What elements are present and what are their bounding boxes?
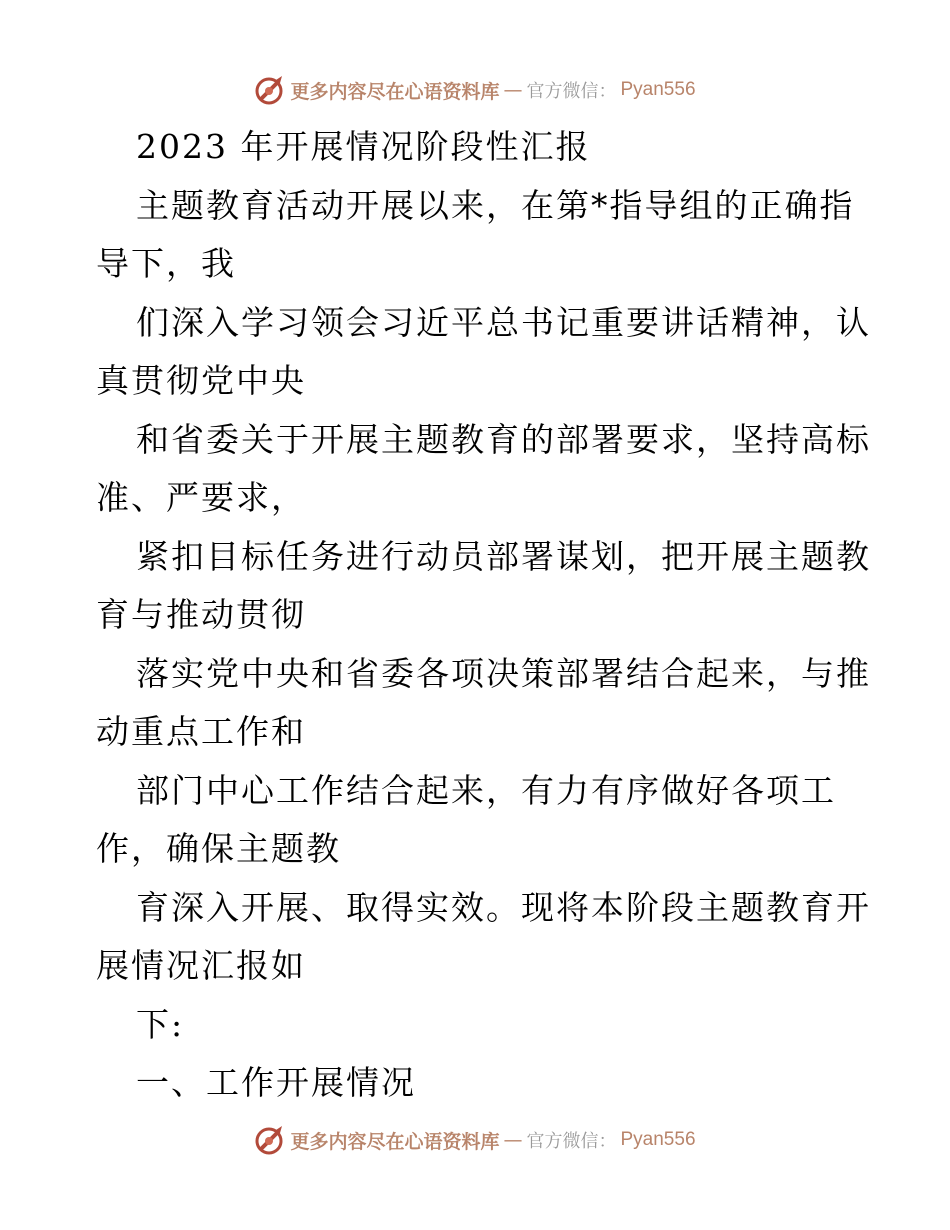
document-line: 落实党中央和省委各项决策部署结合起来，与推 xyxy=(136,653,871,693)
document-line: 们深入学习领会习近平总书记重要讲话精神，认 xyxy=(136,302,871,342)
document-line: 动重点工作和 xyxy=(96,712,306,751)
document-line: 紧扣目标任务进行动员部署谋划，把开展主题教 xyxy=(136,536,871,576)
header-watermark xyxy=(0,70,950,110)
footer-watermark xyxy=(0,1120,950,1160)
document-body xyxy=(96,118,871,1113)
watermark-wechat-id: Pyan556 xyxy=(620,79,696,100)
watermark-dash: — xyxy=(503,79,523,101)
watermark-content xyxy=(254,1124,695,1156)
document-line: 真贯彻党中央 xyxy=(96,361,306,400)
document-line: 和省委关于开展主题教育的部署要求，坚持高标 xyxy=(136,419,871,459)
brush-seal-icon xyxy=(254,74,286,106)
watermark-brand-text: 更多内容尽在心语资料库 xyxy=(290,1130,500,1153)
document-line: 准、严要求， xyxy=(96,478,306,517)
document-line: 2023 年开展情况阶段性汇报 xyxy=(136,127,591,166)
document-line: 导下，我 xyxy=(96,244,236,283)
document-line: 育与推动贯彻 xyxy=(96,595,306,634)
watermark-content xyxy=(254,74,695,106)
document-line: 部门中心工作结合起来，有力有序做好各项工 xyxy=(136,770,836,810)
document-line: 主题教育活动开展以来，在第*指导组的正确指 xyxy=(136,185,855,225)
watermark-wechat-id: Pyan556 xyxy=(620,1129,696,1150)
watermark-sub-text: 官方微信： xyxy=(526,1131,617,1152)
watermark-dash: — xyxy=(503,1129,523,1151)
document-line: 一、工作开展情况 xyxy=(136,1063,416,1102)
document-line: 育深入开展、取得实效。现将本阶段主题教育开 xyxy=(136,887,871,927)
brush-seal-icon xyxy=(254,1124,286,1156)
watermark-brand-text: 更多内容尽在心语资料库 xyxy=(290,80,500,103)
document-line: 作，确保主题教 xyxy=(96,829,341,868)
document-line: 展情况汇报如 xyxy=(96,946,306,985)
watermark-sub-text: 官方微信： xyxy=(526,81,617,102)
document-line: 下: xyxy=(136,1004,185,1044)
